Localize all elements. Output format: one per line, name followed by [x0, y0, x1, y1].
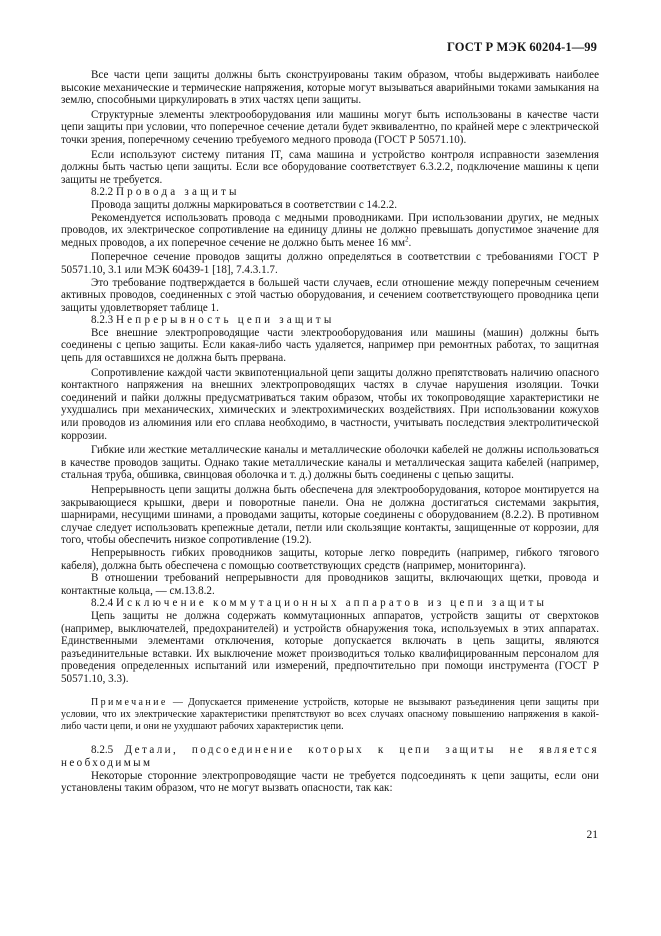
- note-text: — Допускается применение устройств, которые не вызывают разъединения цепи защиты при условии, что их электрические характеристики препятствуют во всех случаях опасному повышению напряжения в какой-либо части цепи, и они не ухудшают рабочих характеристик цепи.: [61, 696, 599, 733]
- document-body: [61, 69, 599, 795]
- section-title: Провода защиты: [115, 186, 240, 199]
- paragraph: Цепь защиты не должна содержать коммутационных аппаратов, устройств защиты от сверхтоков (например, выключателей, предохранителей) и устройств обнаружения тока, используемых в этих аппаратах. Единственными элементами отключения, которые допускается включать в цепь защиты, являются разъединительные вставки. Их выключение может производиться только квалифицированным персоналом для проведения определенных испытаний или измерений, предпочтительно при помощи инструмента (ГОСТ Р 50571.10, 3.3).: [61, 609, 599, 685]
- section-number: 8.2.4: [91, 597, 114, 610]
- note-label: Примечание: [91, 696, 168, 708]
- note: [61, 697, 599, 734]
- section-number: 8.2.2: [91, 186, 114, 199]
- paragraph: Все части цепи защиты должны быть сконструированы таким образом, чтобы выдерживать наиболее высокие механические и термические напряжения, которые могут вызываться аварийными токами замыкания на землю, способными циркулировать в этих частях цепи защиты.: [61, 69, 599, 107]
- section-heading-8-2-2: [61, 186, 599, 199]
- paragraph: [61, 212, 599, 250]
- section-number: 8.2.3: [91, 314, 114, 327]
- paragraph: Поперечное сечение проводов защиты должно определяться в соответствии с требованиями ГОСТ Р 50571.10, 3.1 или МЭК 60439-1 [18], 7.4.3.1.7.: [61, 251, 599, 276]
- paragraph: Это требование подтверждается в большей части случаев, если отношение между поперечным сечением активных проводов, соединенных с этой частью оборудования, и сечением соответствующего проводника цепи защиты удовлетворяет таблице 1.: [61, 276, 599, 314]
- section-number: 8.2.5: [91, 744, 114, 757]
- section-title: Исключение коммутационных аппаратов из цепи защиты: [115, 597, 548, 610]
- paragraph: Непрерывность цепи защиты должна быть обеспечена для электрооборудования, которое монтируется на закрывающиеся крышки, двери и поворотные панели. Она не должна достигаться системами закрытия, шарнирами, несущими шинами, а проводами защиты, которые соединены с оборудованием (8.2.2). В противном случае следует использовать крепежные детали, петли или скользящие контакты, защищенные от коррозии, для того, чтобы обеспечить низкое сопротивление (19.2).: [61, 484, 599, 547]
- paragraph: Некоторые сторонние электропроводящие части не требуется подсоединять к цепи защиты, если они установлены таким образом, что не могут вызвать опасности, так как:: [61, 769, 599, 795]
- paragraph: Все внешние электропроводящие части электрооборудования или машины (машин) должны быть соединены с цепью защиты. Если какая-либо часть удаляется, например при ремонтных работах, то защитная цепь для оставшихся не должна быть прервана.: [61, 326, 599, 365]
- paragraph: В отношении требований непрерывности для проводников защиты, включающих щетки, провода и контактные кольца, — см.13.8.2.: [61, 572, 599, 597]
- paragraph-text: Рекомендуется использовать провода с медными проводниками. При использовании других, не медных проводов, их электрическое сопротивление на единицу длины не должно превышать допустимое значение для медных проводов, а их поперечное сечение не должно быть менее 16 мм: [61, 211, 599, 249]
- paragraph: Провода защиты должны маркироваться в соответствии с 14.2.2.: [91, 198, 398, 211]
- paragraph: Гибкие или жесткие металлические каналы и металлические оболочки кабелей не должны использоваться в качестве проводов защиты. Однако такие металлические каналы и металлическая защита кабелей (например, стальная труба, обшивка, свинцовая оболочка и т. д.) должны быть соединены с цепью защиты.: [61, 444, 599, 482]
- paragraph: Непрерывность гибких проводников защиты, которые легко повредить (например, гибкого тягового кабеля), должна быть обеспечена с помощью соответствующих средств (например, мониторинга).: [61, 546, 599, 572]
- page-number: 21: [586, 829, 598, 841]
- section-heading-8-2-4: [61, 597, 599, 610]
- paragraph: Сопротивление каждой части эквипотенциальной цепи защиты должно препятствовать наличию опасного контактного напряжения на внешних электропроводящих частях в случае нарушения изоляции. Точки соединений и пайки должны предусматриваться таким образом, чтобы их токопроводящие характеристики не ухудшались при механических, химических и электрохимических воздействиях. При использовании кожухов или проводов из алюминия или его сплава необходимо, в частности, учитывать последствия электролитической коррозии.: [61, 366, 599, 442]
- section-heading-8-2-5: [61, 744, 599, 769]
- section-title: Непрерывность цепи защиты: [115, 314, 335, 327]
- section-heading-8-2-3: [61, 314, 599, 327]
- paragraph: Структурные элементы электрооборудования или машины могут быть использованы в качестве части цепи защиты при условии, что поперечное сечение детали будет эквивалентно, по крайней мере с электрической точки зрения, поперечному сечению требуемого медного провода (ГОСТ Р 50571.10).: [61, 108, 599, 146]
- superscript: 2: [405, 235, 409, 244]
- document-header: ГОСТ Р МЭК 60204-1—99: [447, 40, 597, 54]
- paragraph: Если используют систему питания IT, сама машина и устройство контроля исправности заземления должны быть частью цепи защиты. Если все оборудование соответствует 6.3.2.2, подключение машины к цепи защиты не требуется.: [61, 148, 599, 186]
- section-title: Детали, подсоединение которых к цепи защиты не является необходимым: [61, 744, 599, 769]
- paragraph-end: .: [408, 236, 412, 249]
